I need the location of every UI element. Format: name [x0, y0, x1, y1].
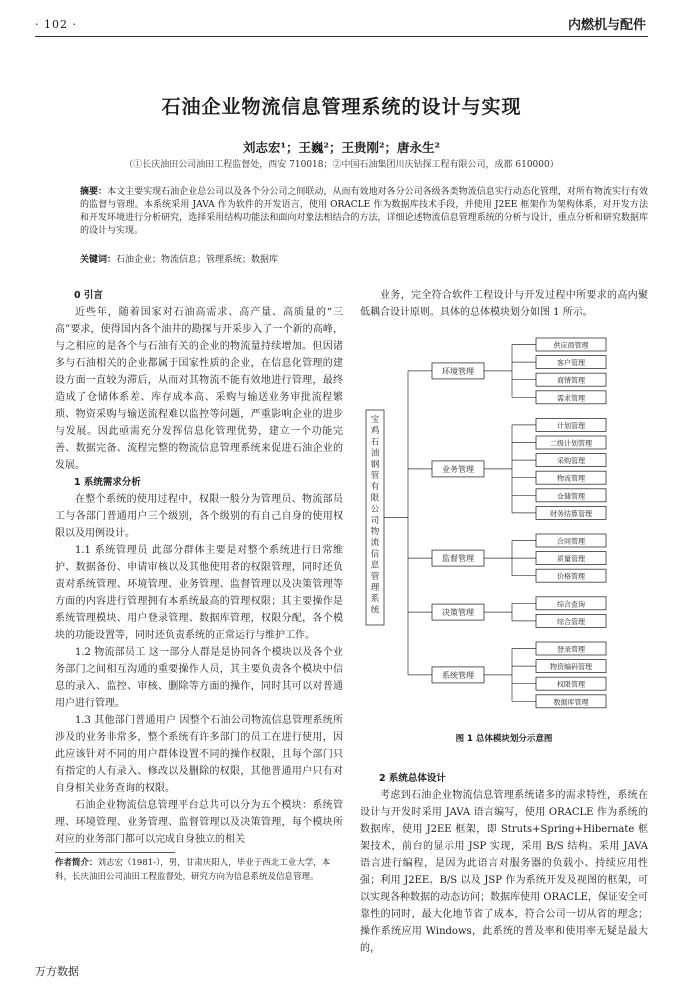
submodule-label: 商情管理	[557, 376, 585, 385]
submodule-label: 物流管理	[557, 474, 585, 483]
header-rule	[35, 36, 648, 37]
submodule-label: 质量管理	[557, 555, 585, 564]
author-footnote	[55, 856, 343, 884]
body-right-bottom	[360, 770, 648, 957]
paragraph: 1.2 物流部员工 这一部分人群是是协同各个模块以及各个业务部门之间相互沟通的重要操作人员，其主要负责各个模块中信息的录入、监控、审核、删除等方面的操作，同时其可以对普通用户进行管理。	[55, 647, 343, 709]
submodule-label: 计划管理	[557, 421, 585, 430]
footnote-label: 作者简介：	[55, 858, 98, 868]
paragraph: 近些年，随着国家对石油高需求、高产量、高质量的“三高”要求，使得国内各个油井的勘探与开采步入了一个新的高峰，与之相应的是各个与石油有关的企业的物流量持续增加。但因诸多与石油相关的企业都属于国家性质的企业，在信息化管理的建设方面一直较为滞后，从而对其物流不能有效地进行管理，最终造成了仓储体系差、库存成本高、采购与输送业务审批流程繁琐、物资采购与输送流程难以监控等问题，严重影响企业的进步与发展。因此亟需充分发挥信息化管理优势，建立一个功能完善、数据完备、流程完整的物流信息管理系统来促进石油企业的发展。	[55, 307, 343, 471]
submodule-label: 综合管理	[557, 617, 585, 626]
paragraph: 石油企业物流信息管理平台总共可以分为五个模块：系统管理、环境管理、业务管理、监督管理以及决策管理，每个模块所对应的业务部门都可以完成自身独立的相关	[55, 800, 343, 845]
abstract	[80, 186, 648, 238]
paragraph: 1.3 其他部门普通用户 因整个石油公司物流信息管理系统所涉及的业务非常多，整个系统有许多部门的员工在进行使用，因此应该针对不同的用户群体设置不同的操作权限，且每个部门只有指定的人有录入、修改以及删除的权限，其他普通用户只有对自身相关业务查询的权限。	[55, 715, 343, 794]
module-label: 系统管理	[442, 670, 474, 680]
submodule-label: 需求管理	[557, 394, 585, 403]
submodule-label: 价格管理	[557, 572, 585, 581]
module-label: 决策管理	[442, 608, 474, 618]
submodule-label: 二级计划管理	[550, 439, 592, 448]
footnote-text: 刘志宏（1981-），男，甘肃庆阳人，毕业于西北工业大学，本科，长庆油田公司油田工程监督处，研究方向为信息系统及信息管理。	[55, 858, 331, 882]
abstract-label: 摘要：	[80, 187, 108, 197]
journal-name: 内燃机与配件	[567, 18, 646, 33]
abstract-text: 本文主要实现石油企业总公司以及各个分公司之间联动，从而有效地对各分公司各级各类物流信息实行动态化管理，对所有物流实行有效的监督与管理。本系统采用 JAVA 作为软件的开发语言，使用 ORACLE 作为数据库技术手段，并使用 J2EE 框架作为架构体系，对开发方法和开发环境进行分析研究，选择采用结构功能法和面向对象法相结合的方法，详细论述物流信息管理系统的分析与设计，重点分析和研究数据库的设计与实现。	[80, 187, 648, 236]
keywords-text: 石油企业；物流信息；管理系统；数据库	[116, 255, 279, 265]
page-number: · 102 ·	[35, 18, 77, 31]
paragraph: 考虑到石油企业物流信息管理系统诸多的需求特性，系统在设计与开发时采用 JAVA 语言编写，使用 ORACLE 作为系统的数据库，使用 J2EE 框架，即 Struts+Spring+Hibernate 框架技术，前台的显示用 JSP 实现，采用 B/S 结构。采用 JAVA 语言进行编程，是因为此语言对服务器的负载小、持续应用性强；利用 J2EE、B/S 以及 JSP 作为系统开发及视图的框架，可以实现各种数据的动态访问；数据库使用 ORACLE，保证安全可靠性的同时，最大化地节省了成本，符合公司一切从省的理念；操作系统应用 Windows，此系统的普及率和使用率无疑是最大的，	[360, 790, 648, 954]
paragraph: 业务，完全符合软件工程设计与开发过程中所要求的高内聚低耦合设计原则。具体的总体模块划分如图 1 所示。	[360, 290, 648, 318]
submodule-label: 采购管理	[557, 457, 585, 466]
body-right-top	[360, 287, 648, 321]
submodule-label: 财务结算管理	[550, 509, 592, 518]
keywords-label: 关键词：	[80, 255, 117, 265]
submodule-label: 权限管理	[557, 680, 585, 689]
wanfang-watermark: 万方数据	[35, 965, 79, 978]
affiliation: （①长庆油田公司油田工程监督处，西安 710018；②中国石油集团川庆钻探工程有限公司，成都 610000）	[124, 160, 559, 170]
module-label: 环境管理	[442, 366, 474, 376]
module-label: 业务管理	[442, 464, 474, 474]
footnote-rule	[55, 852, 175, 853]
section-heading: 2 系统总体设计	[379, 773, 446, 784]
submodule-label: 仓储管理	[557, 492, 585, 501]
body-left-column	[55, 287, 343, 848]
section-heading: 1 系统需求分析	[74, 477, 141, 488]
module-label: 监督管理	[442, 554, 474, 564]
figure-caption: 图 1 总体模块划分示意图	[455, 734, 553, 744]
submodule-label: 数据库管理	[553, 698, 589, 707]
submodule-label: 物资编码管理	[550, 663, 592, 672]
author-list: 刘志宏¹；王巍²；王贵刚²；唐永生²	[243, 140, 440, 155]
submodule-label: 登录管理	[557, 645, 585, 654]
module-diagram	[360, 330, 650, 730]
paragraph: 在整个系统的使用过程中，权限一般分为管理员、物流部员工与各部门普通用户三个级别，各个级别的有自己自身的使用权限以及用例设计。	[55, 494, 343, 539]
section-heading: 0 引言	[74, 290, 103, 301]
submodule-label: 客户管理	[557, 359, 585, 368]
paper-title: 石油企业物流信息管理系统的设计与实现	[161, 96, 522, 118]
paragraph: 1.1 系统管理员 此部分群体主要是对整个系统进行日常维护、数据备份、申请审核以及其他使用者的权限管理，同时还负责对系统管理、环境管理、业务管理、监督管理以及决策管理等方面的内容进行管理拥有本系统最高的管理权限；其主要操作是系统管理模块、用户登录管理、数据库管理，权限分配，各个模块的功能设置等，同时还负责系统的正常运行与维护工作。	[55, 545, 343, 641]
root-label: 宝鸡石油钢管有限公司物流信息管理系统	[370, 415, 380, 616]
keywords	[80, 252, 648, 265]
submodule-label: 综合查询	[557, 600, 585, 609]
submodule-label: 合同管理	[557, 537, 585, 546]
submodule-label: 供应商管理	[553, 341, 589, 350]
